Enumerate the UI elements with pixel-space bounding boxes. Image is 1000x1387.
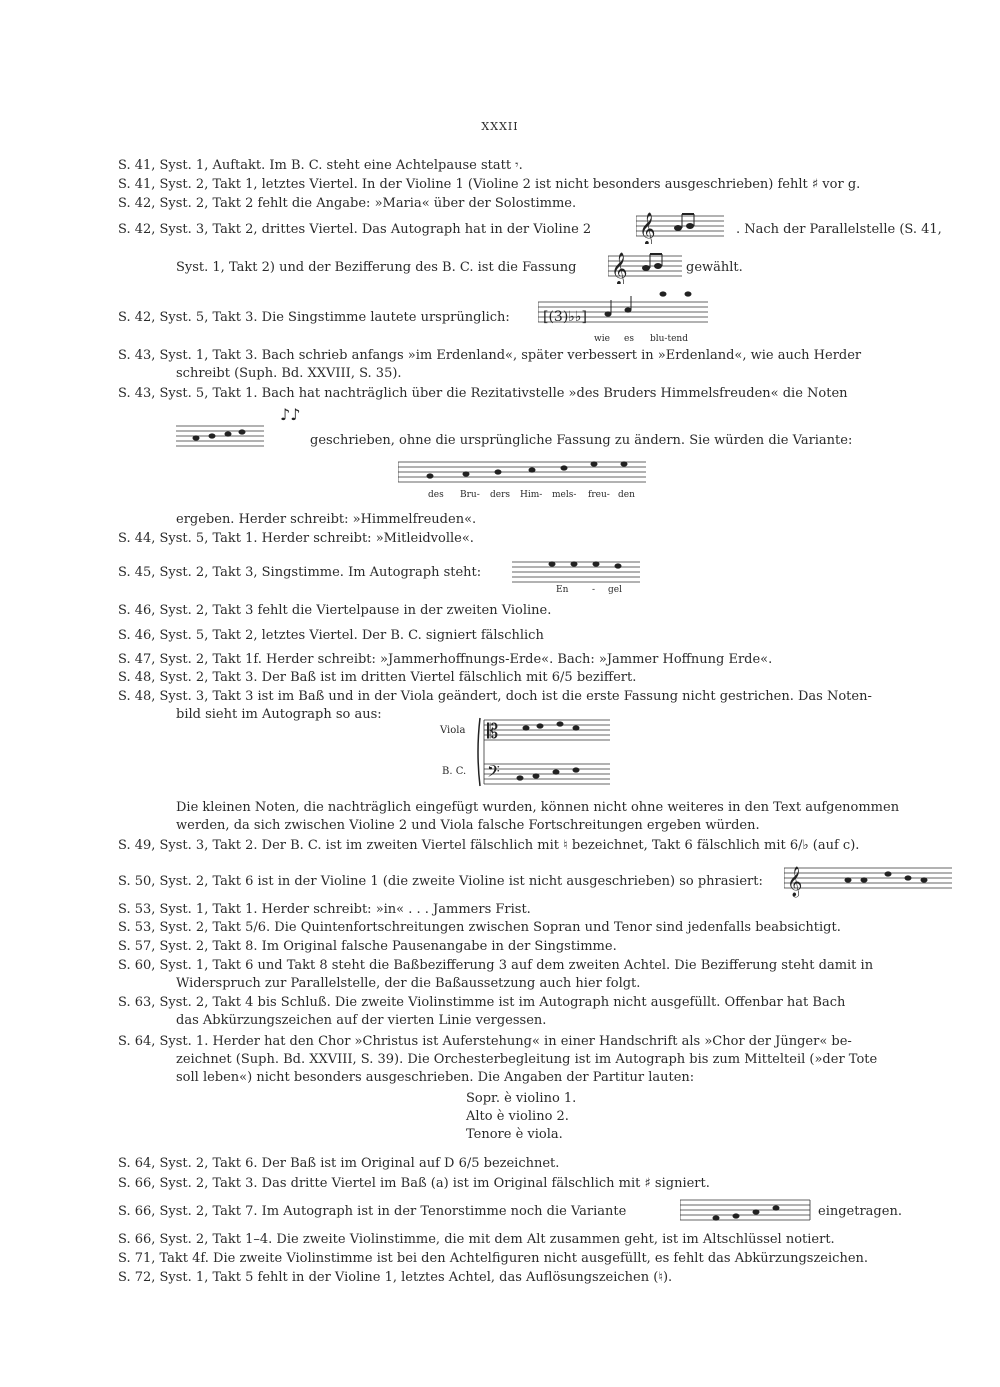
svg-text:𝄞: 𝄞 — [611, 252, 628, 284]
lyric-syllable: gel — [608, 585, 622, 595]
entry-line: S. 48, Syst. 3, Takt 3 ist im Baß und in der Viola geändert, doch ist die erste Fassung nicht gestrichen. Das Noten- — [118, 689, 872, 704]
music-example-tenor-variante — [680, 1192, 812, 1228]
entry-line: S. 60, Syst. 1, Takt 6 und Takt 8 steht die Baßbezifferung 3 auf dem zweiten Achtel. Die Bezifferung steht damit in — [118, 958, 874, 973]
svg-text:♪♪: ♪♪ — [280, 406, 301, 424]
lyric-syllable: wie — [594, 334, 610, 344]
lyric-syllable: Bru- — [460, 490, 480, 500]
entry-line: S. 71, Takt 4f. Die zweite Violinstimme ist bei den Achtelfiguren nicht ausgefüllt, es fehlt das Abkürzungszeichen. — [118, 1251, 869, 1266]
entry-line: soll leben«) nicht besonders ausgeschrieben. Die Angaben der Partitur lauten: — [176, 1070, 695, 1085]
entry-line: S. 42, Syst. 2, Takt 2 fehlt die Angabe: »Maria« über der Solostimme. — [118, 196, 577, 211]
lyric-syllable: blu-tend — [650, 334, 688, 344]
entry-line: S. 48, Syst. 2, Takt 3. Der Baß ist im dritten Viertel fälschlich mit 6/5 beziffert. — [118, 670, 637, 685]
music-example-fassung — [608, 248, 684, 284]
lyric-syllable: mels- — [552, 490, 577, 500]
entry-line: S. 44, Syst. 5, Takt 1. Herder schreibt: »Mitleidvolle«. — [118, 531, 474, 546]
entry-line: Widerspruch zur Parallelstelle, der die Baßaussetzung auch hier folgt. — [176, 976, 641, 991]
page-number: XXXII — [481, 120, 519, 133]
entry-line-continuation: . Nach der Parallelstelle (S. 41, — [736, 222, 942, 237]
music-example-variante — [398, 454, 648, 488]
entry-line: S. 64, Syst. 2, Takt 6. Der Baß ist im Original auf D 6/5 bezeichnet. — [118, 1156, 560, 1171]
entry-line: S. 43, Syst. 5, Takt 1. Bach hat nachträglich über die Rezitativstelle »des Bruders Himmelsfreuden« die Noten — [118, 386, 848, 401]
score-assignment: Alto è violino 2. — [466, 1109, 569, 1124]
entry-line: S. 66, Syst. 2, Takt 3. Das dritte Viertel im Baß (a) ist im Original fälschlich mit ♯ signiert. — [118, 1176, 710, 1191]
entry-line: S. 63, Syst. 2, Takt 4 bis Schluß. Die zweite Violinstimme ist im Autograph nicht ausgefüllt. Offenbar hat Bach — [118, 995, 846, 1010]
music-example-noten — [176, 406, 306, 456]
svg-text:𝄡: 𝄡 — [487, 719, 499, 743]
music-example-phrasierung — [784, 858, 954, 898]
entry-line: S. 46, Syst. 5, Takt 2, letztes Viertel. Der B. C. signiert fälschlich — [118, 628, 544, 643]
entry-line: S. 66, Syst. 2, Takt 1–4. Die zweite Violinstimme, die mit dem Alt zusammen geht, ist im Altschlüssel notiert. — [118, 1232, 835, 1247]
lyric-syllable: freu- — [588, 490, 610, 500]
entry-line: zeichnet (Suph. Bd. XXVIII, S. 39). Die Orchesterbegleitung ist im Autograph bis zum Mittelteil (»der Tote — [176, 1052, 878, 1067]
entry-line-continuation: gewählt. — [686, 260, 743, 275]
score-assignment: Tenore è viola. — [466, 1127, 563, 1142]
score-label-bc: B. C. — [442, 766, 467, 777]
svg-text:[(3)♭♭]: [(3)♭♭] — [543, 309, 587, 325]
entry-line: S. 66, Syst. 2, Takt 7. Im Autograph ist in der Tenorstimme noch die Variante — [118, 1204, 627, 1219]
entry-line: S. 45, Syst. 2, Takt 3, Singstimme. Im Autograph steht: — [118, 565, 482, 580]
lyric-syllable: den — [618, 490, 635, 500]
score-label-viola: Viola — [440, 725, 466, 736]
entry-line: werden, da sich zwischen Violine 2 und Viola falsche Fortschreitungen ergeben würden. — [176, 818, 760, 833]
score-assignment: Sopr. è violino 1. — [466, 1091, 577, 1106]
entry-line: S. 64, Syst. 1. Herder hat den Chor »Christus ist Auferstehung« in einer Handschrift als »Chor der Jünger« be- — [118, 1034, 852, 1049]
entry-line: S. 42, Syst. 5, Takt 3. Die Singstimme lautete ursprünglich: — [118, 310, 510, 325]
lyric-syllable: es — [624, 334, 634, 344]
entry-line: S. 42, Syst. 3, Takt 2, drittes Viertel. Das Autograph hat in der Violine 2 — [118, 222, 592, 237]
entry-line: S. 53, Syst. 2, Takt 5/6. Die Quintenfortschreitungen zwischen Sopran und Tenor sind jedenfalls beabsichtigt. — [118, 920, 841, 935]
music-example-engel — [512, 548, 642, 588]
entry-line: S. 49, Syst. 3, Takt 2. Der B. C. ist im zweiten Viertel fälschlich mit ♮ bezeichnet, Takt 6 fälschlich mit 6/♭ (auf c). — [118, 838, 860, 853]
svg-text:𝄞: 𝄞 — [639, 212, 656, 244]
entry-line: S. 47, Syst. 2, Takt 1f. Herder schreibt: »Jammerhoffnungs-Erde«. Bach: »Jammer Hoffnung Erde«. — [118, 652, 773, 667]
entry-line: S. 41, Syst. 1, Auftakt. Im B. C. steht eine Achtelpause statt 𝄾. — [118, 158, 523, 173]
lyric-syllable: En — [556, 585, 569, 595]
music-example-score — [476, 708, 612, 792]
entry-line: das Abkürzungszeichen auf der vierten Linie vergessen. — [176, 1013, 547, 1028]
entry-line: S. 72, Syst. 1, Takt 5 fehlt in der Violine 1, letztes Achtel, das Auflösungszeichen (♮). — [118, 1270, 673, 1285]
entry-line: S. 50, Syst. 2, Takt 6 ist in der Violine 1 (die zweite Violine ist nicht ausgeschrieben) so phrasiert: — [118, 874, 763, 889]
entry-line: geschrieben, ohne die ursprüngliche Fassung zu ändern. Sie würden die Variante: — [310, 433, 853, 448]
entry-line: bild sieht im Autograph so aus: — [176, 707, 382, 722]
music-example-violin2 — [636, 208, 726, 244]
svg-text:𝄞: 𝄞 — [787, 867, 803, 897]
entry-line-continuation: eingetragen. — [818, 1204, 902, 1219]
entry-line: S. 57, Syst. 2, Takt 8. Im Original falsche Pausenangabe in der Singstimme. — [118, 939, 617, 954]
entry-line: Syst. 1, Takt 2) und der Bezifferung des B. C. ist die Fassung — [176, 260, 577, 275]
entry-line: schreibt (Suph. Bd. XXVIII, S. 35). — [176, 366, 402, 381]
entry-line: ergeben. Herder schreibt: »Himmelfreuden«. — [176, 512, 477, 527]
entry-line: S. 43, Syst. 1, Takt 3. Bach schrieb anfangs »im Erdenland«, später verbessert in »Erdenland«, wie auch Herder — [118, 348, 862, 363]
entry-line: S. 46, Syst. 2, Takt 3 fehlt die Viertelpause in der zweiten Violine. — [118, 603, 552, 618]
lyric-syllable: des — [428, 490, 444, 500]
entry-line: S. 41, Syst. 2, Takt 1, letztes Viertel. In der Violine 1 (Violine 2 ist nicht besonders ausgeschrieben) fehlt ♯ vor g. — [118, 177, 861, 192]
entry-line: Die kleinen Noten, die nachträglich eingefügt wurden, können nicht ohne weiteres in den Text aufgenommen — [176, 800, 900, 815]
lyric-syllable: - — [592, 585, 596, 595]
lyric-syllable: ders — [490, 490, 511, 500]
entry-line: S. 53, Syst. 1, Takt 1. Herder schreibt: »in« . . . Jammers Frist. — [118, 902, 531, 917]
music-example-singstimme — [538, 284, 710, 334]
svg-text:𝄢: 𝄢 — [487, 761, 500, 785]
lyric-syllable: Him- — [520, 490, 543, 500]
